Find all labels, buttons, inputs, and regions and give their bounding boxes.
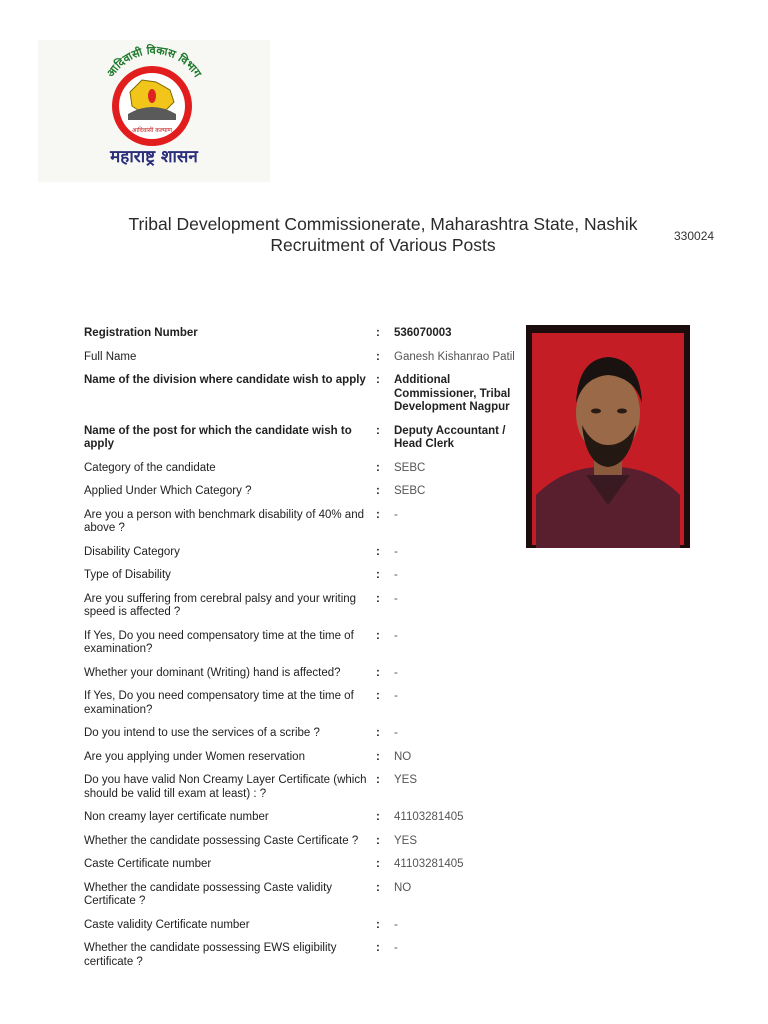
field-label: Name of the post for which the candidate wish to apply — [84, 424, 352, 450]
field-row — [84, 882, 524, 909]
field-label: Applied Under Which Category ? — [84, 485, 252, 497]
field-row — [84, 858, 524, 872]
field-row — [84, 667, 524, 681]
field-separator: : — [376, 881, 380, 894]
field-label: Full Name — [84, 350, 137, 363]
field-row — [84, 593, 524, 620]
logo-bottom-text: महाराष्ट्र शासन — [110, 147, 198, 167]
field-value: - — [394, 508, 398, 521]
field-value: 536070003 — [394, 327, 452, 339]
field-separator: : — [376, 424, 380, 437]
logo-inner-text: आदिवासी कल्याण — [131, 127, 173, 134]
field-separator: : — [376, 774, 380, 786]
field-label: Whether your dominant (Writing) hand is affected? — [84, 666, 341, 679]
field-separator: : — [376, 918, 380, 931]
field-row — [84, 462, 524, 476]
field-label: Non creamy layer certificate number — [84, 811, 269, 823]
field-label: Do you intend to use the services of a scribe ? — [84, 727, 320, 739]
field-value: - — [394, 918, 398, 931]
field-label: Are you a person with benchmark disability of 40% and above ? — [84, 508, 364, 534]
field-value: - — [394, 690, 398, 702]
field-label: Whether the candidate possessing EWS eligibility certificate ? — [84, 942, 337, 968]
application-details — [84, 327, 524, 979]
field-separator: : — [376, 727, 380, 739]
field-value: 41103281405 — [394, 858, 464, 870]
field-row — [84, 811, 524, 825]
field-row — [84, 774, 524, 801]
field-separator: : — [376, 666, 380, 679]
field-label: Disability Category — [84, 545, 180, 558]
field-label: Whether the candidate possessing Caste validity Certificate ? — [84, 881, 333, 907]
field-label: Caste validity Certificate number — [84, 918, 250, 931]
field-value: 41103281405 — [394, 811, 464, 823]
field-separator: : — [376, 545, 380, 558]
title-line-2: Recruitment of Various Posts — [270, 235, 496, 255]
field-label: Are you suffering from cerebral palsy and your writing speed is affected ? — [84, 592, 357, 618]
field-label: Are you applying under Women reservation — [84, 750, 305, 763]
field-value: Ganesh Kishanrao Patil — [394, 350, 515, 363]
field-separator: : — [376, 508, 380, 521]
field-label: Registration Number — [84, 327, 198, 339]
field-row — [84, 727, 524, 741]
field-separator: : — [376, 327, 380, 339]
field-value: SEBC — [394, 485, 426, 497]
title-line-1: Tribal Development Commissionerate, Maharashtra State, Nashik — [128, 214, 638, 234]
field-separator: : — [376, 485, 380, 497]
field-value: Deputy Accountant / Head Clerk — [394, 424, 506, 450]
field-separator: : — [376, 461, 380, 474]
candidate-photo — [526, 325, 690, 548]
field-label: Caste Certificate number — [84, 858, 212, 870]
field-value: - — [394, 666, 398, 679]
field-row — [84, 919, 524, 933]
field-row — [84, 751, 524, 765]
field-value: - — [394, 592, 398, 605]
field-label: Type of Disability — [84, 569, 171, 581]
field-value: - — [394, 545, 398, 558]
field-separator: : — [376, 811, 380, 823]
field-value: - — [394, 569, 398, 581]
field-row — [84, 485, 524, 499]
page-title — [100, 214, 666, 256]
field-separator: : — [376, 592, 380, 605]
field-label: If Yes, Do you need compensatory time at the time of examination? — [84, 690, 354, 716]
field-separator: : — [376, 374, 380, 386]
field-value: Additional Commissioner, Tribal Development Nagpur — [394, 374, 511, 413]
field-row — [84, 425, 524, 452]
field-label: Name of the division where candidate wish to apply — [84, 374, 366, 386]
field-value: NO — [394, 750, 412, 763]
field-value: SEBC — [394, 461, 426, 474]
field-row — [84, 942, 524, 969]
department-logo — [38, 40, 270, 182]
field-value: - — [394, 727, 398, 739]
field-label: Do you have valid Non Creamy Layer Certificate (which should be valid till exam at least) : ? — [84, 774, 367, 800]
logo-arc-text: आदिवासी विकास विभाग — [104, 43, 204, 80]
field-value: - — [394, 942, 398, 954]
field-label: Whether the candidate possessing Caste Certificate ? — [84, 834, 359, 847]
field-separator: : — [376, 629, 380, 642]
field-value: YES — [394, 774, 418, 786]
field-row — [84, 630, 524, 657]
field-value: YES — [394, 834, 418, 847]
field-row — [84, 374, 524, 415]
field-row — [84, 835, 524, 849]
field-value: NO — [394, 881, 412, 894]
document-code: 330024 — [674, 229, 715, 243]
field-separator: : — [376, 858, 380, 870]
field-row — [84, 327, 524, 341]
field-row — [84, 690, 524, 717]
field-separator: : — [376, 350, 380, 363]
field-row — [84, 351, 524, 365]
field-separator: : — [376, 750, 380, 763]
field-row — [84, 509, 524, 536]
field-separator: : — [376, 834, 380, 847]
field-separator: : — [376, 690, 380, 702]
field-row — [84, 546, 524, 560]
field-label: If Yes, Do you need compensatory time at the time of examination? — [84, 629, 354, 655]
field-label: Category of the candidate — [84, 461, 216, 474]
field-row — [84, 569, 524, 583]
field-value: - — [394, 629, 398, 642]
field-separator: : — [376, 569, 380, 581]
field-separator: : — [376, 942, 380, 954]
